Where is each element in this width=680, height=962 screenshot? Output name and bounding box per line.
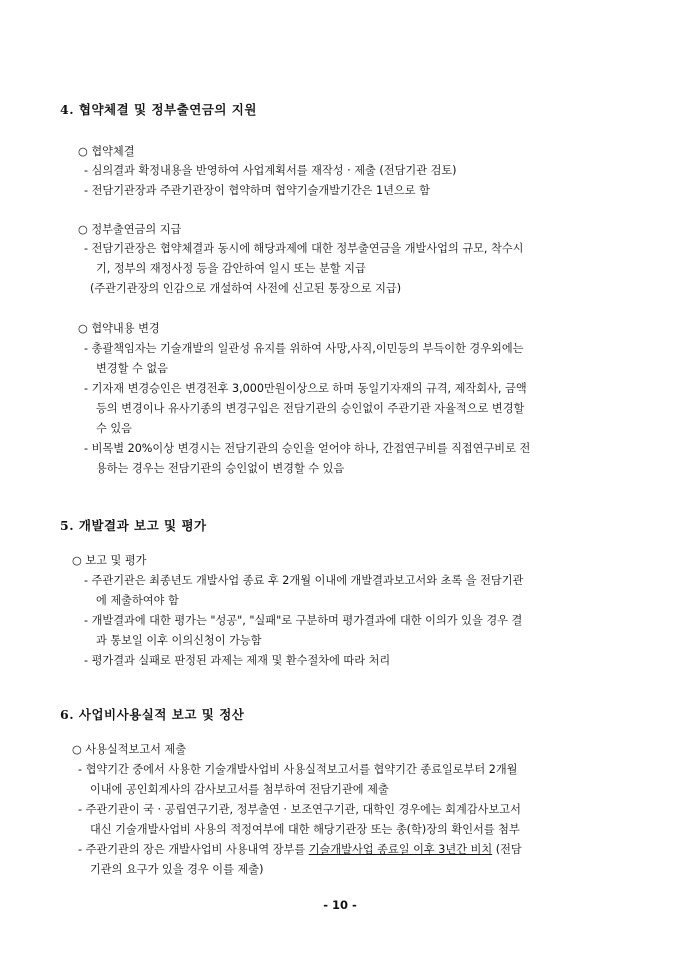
list-item-cont: 등의 변경이나 유사기종의 변경구입은 전담기관의 승인없이 주관기관 자율적으로 변경할 (96, 402, 525, 415)
page-number: - 10 - (323, 898, 357, 912)
list-item-cont: 수 있음 (96, 422, 132, 435)
group-heading-change: ○ 협약내용 변경 (78, 322, 160, 335)
list-item-text: (전담 (492, 843, 522, 856)
group-heading-report: ○ 보고 및 평가 (72, 554, 147, 567)
section-6-title: 6. 사업비사용실적 보고 및 정산 (60, 707, 245, 722)
list-item (78, 841, 522, 859)
group-heading-usage-report: ○ 사용실적보고서 제출 (72, 743, 187, 756)
list-item-cont: 이내에 공인회계사의 감사보고서를 첨부하여 전담기관에 제출 (90, 783, 389, 796)
group-heading-payment: ○ 정부출연금의 지급 (78, 223, 182, 236)
list-item-cont: 용하는 경우는 전담기관의 승인없이 변경할 수 있음 (96, 462, 345, 475)
underlined-text: 기술개발사업 종료일 이후 3년간 비치 (308, 843, 493, 856)
list-item-note: (주관기관장의 인감으로 개설하여 사전에 신고된 통장으로 지급) (90, 282, 402, 295)
group-heading-contract: ○ 협약체결 (78, 145, 135, 158)
list-item: - 평가결과 실패로 판정된 과제는 제재 및 환수절차에 따라 처리 (84, 654, 391, 667)
list-item: - 심의결과 확정내용을 반영하여 사업계획서를 재작성 · 제출 (전담기관 검토) (84, 164, 457, 177)
list-item: - 전담기관장과 주관기관장이 협약하며 협약기술개발기간은 1년으로 함 (84, 184, 430, 197)
list-item-cont: 에 제출하여야 함 (96, 594, 179, 607)
list-item: - 기자재 변경승인은 변경전후 3,000만원이상으로 하며 동일기자재의 규격, 제작회사, 금액 (84, 382, 527, 395)
list-item-cont: 기관의 요구가 있을 경우 이를 제출) (90, 863, 264, 876)
list-item: - 주관기관은 최종년도 개발사업 종료 후 2개월 이내에 개발결과보고서와 초록 을 전담기관 (84, 574, 524, 587)
list-item: - 비목별 20%이상 변경시는 전담기관의 승인을 얻어야 하나, 간접연구비를 직접연구비로 전 (84, 442, 531, 455)
list-item: - 전담기관장은 협약체결과 동시에 해당과제에 대한 정부출연금을 개발사업의 규모, 착수시 (84, 242, 524, 255)
section-4-title: 4. 협약체결 및 정부출연금의 지원 (60, 102, 257, 117)
list-item: - 주관기관이 국 · 공립연구기관, 정부출연 · 보조연구기관, 대학인 경우에는 회계감사보고서 (78, 803, 521, 816)
list-item-text: - 주관기관의 장은 개발사업비 사용내역 장부를 (78, 843, 309, 856)
list-item-cont: 변경할 수 없음 (96, 362, 168, 375)
list-item-cont: 기, 정부의 재정사정 등을 감안하여 일시 또는 분할 지급 (96, 262, 366, 275)
list-item: - 총괄책임자는 기술개발의 일관성 유지를 위하여 사망,사직,이민등의 부득이한 경우외에는 (84, 342, 524, 355)
list-item-cont: 과 통보일 이후 이의신청이 가능함 (96, 634, 262, 647)
list-item: - 개발결과에 대한 평가는 "성공", "실패"로 구분하며 평가결과에 대한 이의가 있을 경우 결 (84, 614, 523, 627)
list-item: - 협약기간 중에서 사용한 기술개발사업비 사용실적보고서를 협약기간 종료일로부터 2개월 (78, 763, 518, 776)
section-5-title: 5. 개발결과 보고 및 평가 (60, 518, 207, 533)
list-item-cont: 대신 기술개발사업비 사용의 적정여부에 대한 해당기관장 또는 총(학)장의 확인서를 첨부 (90, 823, 520, 836)
